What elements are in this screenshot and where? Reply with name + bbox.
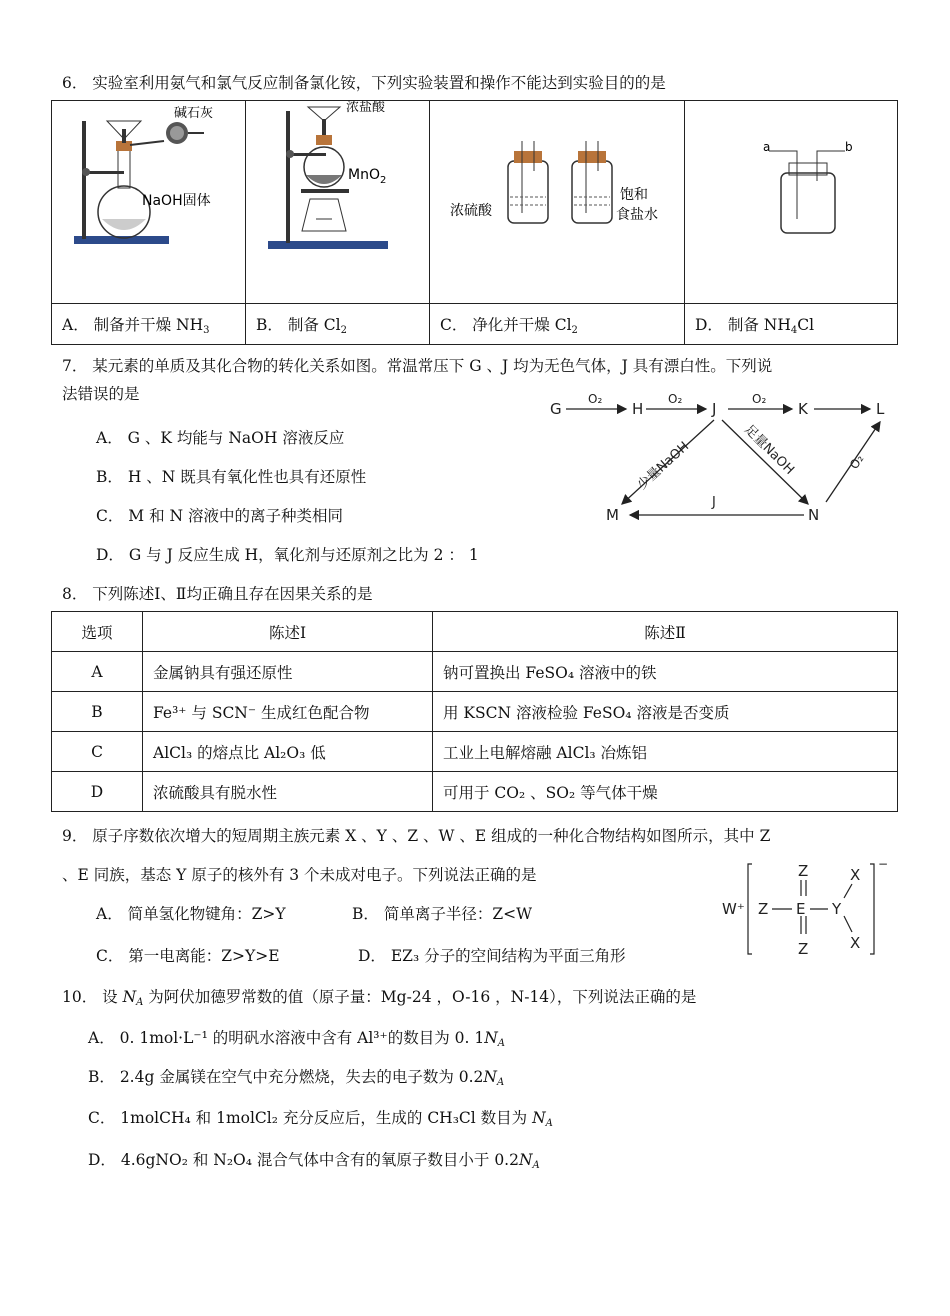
q8-header-statement2: 陈述Ⅱ (433, 612, 898, 652)
q9-option-b[interactable]: B． 简单离子半径：Z<W (352, 905, 533, 923)
svg-text:a: a (763, 140, 771, 154)
q6-option-a[interactable]: A． 制备并干燥 $NH_3$ (52, 304, 246, 345)
q10-option-a[interactable]: A． 0. 1mol·L⁻¹ 的明矾水溶液中含有 Al³⁺的数目为 0. $1N_A$ (88, 1029, 506, 1049)
q7-option-c[interactable]: C． M 和 N 溶液中的离子种类相同 (96, 507, 344, 525)
svg-text:J: J (712, 495, 716, 510)
svg-text:O₂: O₂ (846, 452, 867, 472)
svg-text:O₂: O₂ (668, 392, 683, 406)
svg-text:b: b (845, 140, 853, 154)
q7-option-d[interactable]: D． G 与 J 反应生成 H，氧化剂与还原剂之比为 2 ： 1 (96, 546, 479, 564)
q9-stem-line1: 9． 原子序数依次增大的短周期主族元素 X 、Y 、Z 、W 、E 组成的一种化合物结构如图所示，其中 Z (62, 827, 771, 845)
table-row[interactable]: A 金属钠具有强还原性 钠可置换出 FeSO₄ 溶液中的铁 (52, 652, 898, 692)
svg-text:Z: Z (758, 900, 769, 918)
q6-option-d[interactable]: D． 制备 $NH_4Cl$ (685, 304, 898, 345)
collection-bottle-icon (685, 101, 895, 299)
svg-text:足量NaOH: 足量NaOH (741, 422, 797, 478)
svg-text:Z: Z (798, 862, 809, 880)
q6-figure-b (246, 101, 430, 304)
q6-option-b[interactable]: B． 制备 $Cl_2$ (246, 304, 430, 345)
q6-figure-d (685, 101, 898, 304)
q10-option-c[interactable]: C． 1molCH₄ 和 1molCl₂ 充分反应后，生成的 CH₃Cl 数目为 $N_A$ (88, 1109, 553, 1129)
q7-option-a[interactable]: A． G 、K 均能与 NaOH 溶液反应 (96, 429, 345, 447)
svg-text:Z: Z (798, 940, 809, 958)
svg-text:X: X (850, 934, 861, 952)
node-j: J (712, 400, 717, 418)
node-h: H (632, 400, 644, 418)
q7-stem-line1: 7． 某元素的单质及其化合物的转化关系如图。常温常压下 G 、J 均为无色气体，J 具有漂白性。下列说 (62, 357, 773, 375)
q6-option-c[interactable]: C． 净化并干燥 $Cl_2$ (430, 304, 685, 345)
table-row[interactable]: B Fe³⁺ 与 SCN⁻ 生成红色配合物 用 KSCN 溶液检验 FeSO₄ 溶液是否变质 (52, 692, 898, 732)
q9-stem-line2: 、E 同族，基态 Y 原子的核外有 3 个未成对电子。下列说法正确的是 (62, 866, 537, 884)
chlorine-generator-icon (246, 101, 429, 299)
q6-table (51, 100, 898, 345)
node-k: K (798, 400, 808, 418)
q6-b-label: MnO$_2$ (348, 167, 387, 186)
q7-option-b[interactable]: B． H 、N 既具有氧化性也具有还原性 (96, 468, 367, 486)
node-l: L (876, 400, 885, 418)
flask-apparatus-icon (52, 101, 245, 299)
node-g: G (550, 400, 562, 418)
q6-a-label: NaOH固体 (142, 193, 211, 209)
svg-text:X: X (850, 866, 861, 884)
q6-figure-c (430, 101, 685, 304)
q9-option-c[interactable]: C． 第一电离能：Z>Y>E (96, 947, 280, 965)
q8-header-statement1: 陈述Ⅰ (143, 612, 433, 652)
svg-text:碱石灰: 碱石灰 (174, 106, 214, 121)
q10-option-d[interactable]: D． 4.6gNO₂ 和 N₂O₄ 混合气体中含有的氧原子数目小于 $0.2N_A$ (88, 1151, 540, 1171)
svg-text:E: E (796, 900, 806, 918)
svg-text:少量NaOH: 少量NaOH (634, 439, 693, 493)
q9-option-d[interactable]: D． EZ₃ 分子的空间结构为平面三角形 (358, 947, 626, 965)
q6-c-label2a: 饱和 (620, 187, 648, 203)
q6-figure-a (52, 101, 246, 304)
node-m: M (606, 506, 619, 524)
q9-option-a[interactable]: A． 简单氢化物键角：Z>Y (96, 905, 286, 923)
q10-stem: 10． 设 $N_A$ 为阿伏加德罗常数的值（原子量：Mg-24 ，O-16 ，N-14），下列说法正确的是 (62, 988, 697, 1008)
q6-stem: 6． 实验室利用氨气和氯气反应制备氯化铵，下列实验装置和操作不能达到实验目的的是 (62, 74, 666, 92)
svg-text:W⁺: W⁺ (722, 900, 745, 918)
svg-text:−: − (878, 857, 889, 871)
table-row[interactable]: C AlCl₃ 的熔点比 Al₂O₃ 低 工业上电解熔融 AlCl₃ 冶炼铝 (52, 732, 898, 772)
q7-stem-line2: 法错误的是 (62, 385, 140, 403)
q8-header-option: 选项 (52, 612, 143, 652)
svg-text:浓盐酸: 浓盐酸 (346, 101, 386, 115)
q6-c-label1: 浓硫酸 (450, 203, 492, 219)
q8-table (51, 611, 898, 812)
q9-structure-diagram (718, 856, 908, 960)
svg-text:Y: Y (832, 900, 842, 918)
svg-text:O₂: O₂ (752, 392, 767, 406)
q8-stem: 8． 下列陈述Ⅰ、Ⅱ均正确且存在因果关系的是 (62, 585, 373, 603)
q10-option-b[interactable]: B． 2.4g 金属镁在空气中充分燃烧，失去的电子数为 $0.2N_A$ (88, 1068, 505, 1088)
q7-conversion-diagram (540, 390, 910, 530)
node-n: N (808, 506, 820, 524)
table-row[interactable]: D 浓硫酸具有脱水性 可用于 CO₂ 、SO₂ 等气体干燥 (52, 772, 898, 812)
q6-c-label2b: 食盐水 (616, 207, 658, 223)
gas-washing-bottles-icon (430, 101, 684, 299)
svg-text:O₂: O₂ (588, 392, 603, 406)
